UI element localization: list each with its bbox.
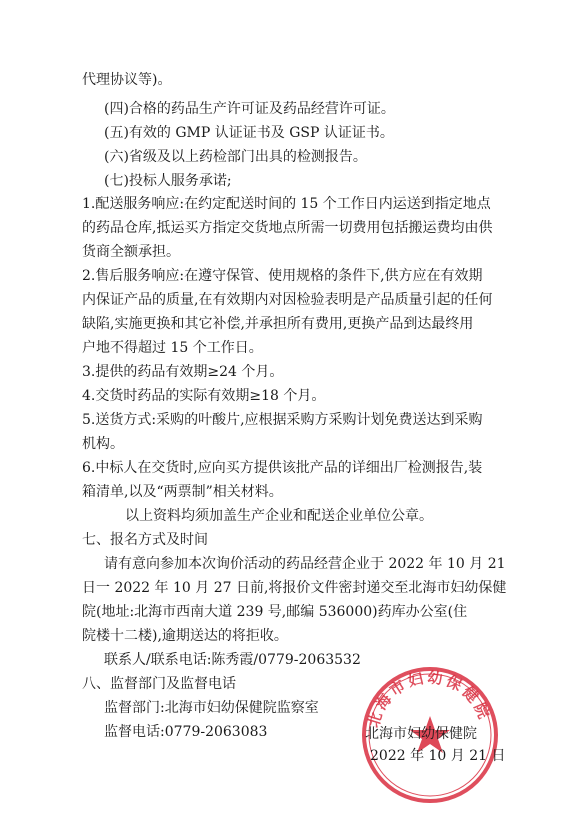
text-line: 5.送货方式:采购的叶酸片,应根据采购方采购计划免费送达到采购 xyxy=(82,412,483,428)
text-line: 户地不得超过 15 个工作日。 xyxy=(82,340,263,356)
text-line: 4.交货时药品的实际有效期≥18 个月。 xyxy=(82,388,326,404)
text-line: 的药品仓库,抵运买方指定交货地点所需一切费用包括搬运费均由供 xyxy=(82,220,493,236)
text-line: 机构。 xyxy=(82,436,124,452)
contact-line: 联系人/联系电话:陈秀霞/0779-2063532 xyxy=(104,652,361,668)
text-line: 货商全额承担。 xyxy=(82,244,180,260)
text-line: 请有意向参加本次询价活动的药品经营企业于 2022 年 10 月 21 xyxy=(104,556,506,572)
text-line: (七)投标人服务承诺; xyxy=(104,173,232,189)
text-line: 2.售后服务响应:在遵守保管、使用规格的条件下,供方应在有效期 xyxy=(82,268,483,284)
text-line: 1.配送服务响应:在约定配送时间的 15 个工作日内运送到指定地点 xyxy=(82,196,491,212)
text-line: 日一 2022 年 10 月 27 日前,将报价文件密封递交至北海市妇幼保健 xyxy=(82,580,507,596)
text-line: 缺陷,实施更换和其它补偿,并承担所有费用,更换产品到达最终用 xyxy=(82,316,474,332)
seal-ring-text: 北海市妇幼保健院 xyxy=(364,668,495,730)
text-line: 院楼十二楼),逾期送达的将拒收。 xyxy=(82,628,288,644)
text-line: (四)合格的药品生产许可证及药品经营许可证。 xyxy=(104,101,395,117)
text-line: 以上资料均须加盖生产企业和配送企业单位公章。 xyxy=(125,508,433,524)
text-line: 代理协议等)。 xyxy=(82,72,172,88)
text-line: (五)有效的 GMP 认证证书及 GSP 认证证书。 xyxy=(104,125,394,141)
text-line: 箱清单,以及“两票制”相关材料。 xyxy=(82,484,283,500)
text-line: 内保证产品的质量,在有效期内对因检验表明是产品质量引起的任何 xyxy=(82,292,493,308)
text-line: 6.中标人在交货时,应向买方提供该批产品的详细出厂检测报告,装 xyxy=(82,460,483,476)
text-line: 3.提供的药品有效期≥24 个月。 xyxy=(82,364,284,380)
text-line: 院(地址:北海市西南大道 239 号,邮编 536000)药库办公室(住 xyxy=(82,604,468,620)
signature-org: 北海市妇幼保健院 xyxy=(365,726,477,742)
section-heading: 七、报名方式及时间 xyxy=(82,532,208,548)
section-heading: 八、监督部门及监督电话 xyxy=(82,676,236,692)
text-line: 监督电话:0779-2063083 xyxy=(104,724,268,740)
signature-date: 2022 年 10 月 21 日 xyxy=(370,748,506,764)
text-line: 监督部门:北海市妇幼保健院监察室 xyxy=(104,700,319,716)
text-line: (六)省级及以上药检部门出具的检测报告。 xyxy=(104,149,367,165)
